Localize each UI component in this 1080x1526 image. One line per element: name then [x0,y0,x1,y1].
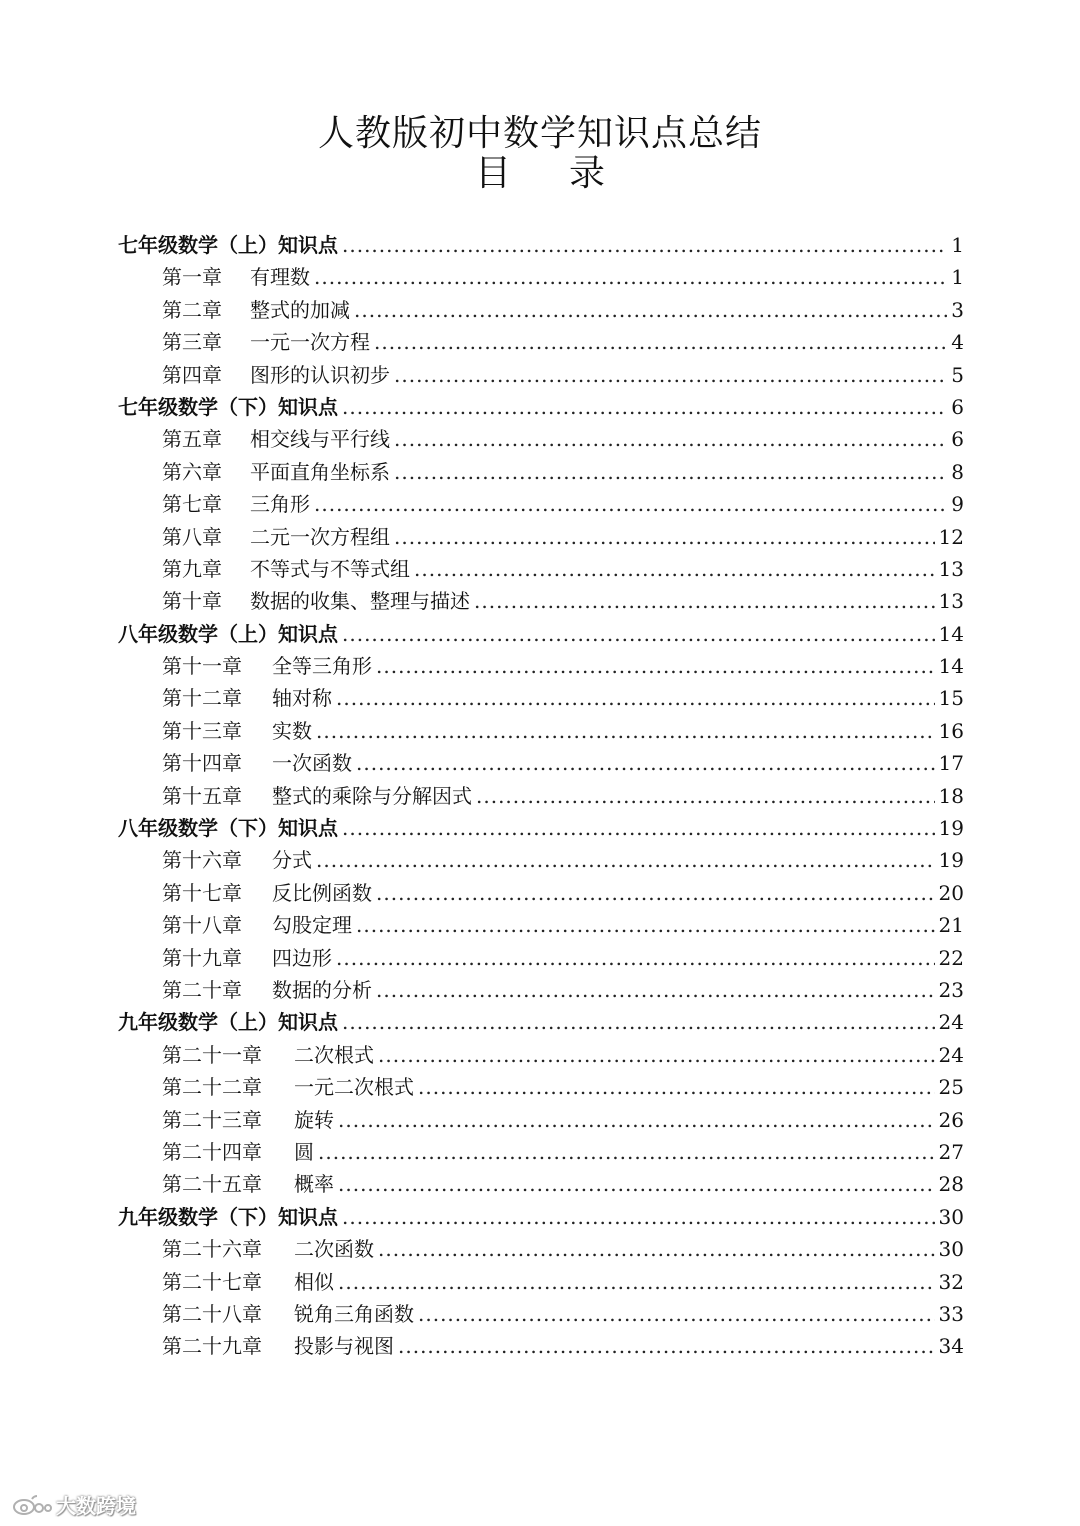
toc-chapter-row[interactable] [118,1233,964,1265]
toc-entry-label [118,618,338,647]
dot-leader [318,1140,935,1164]
toc-chapter-row[interactable] [118,974,964,1006]
toc-chapter-row[interactable] [118,844,964,876]
section-title: 九年级数学（上）知识点 [118,1010,338,1035]
chapter-number: 第九章 [162,556,222,581]
toc-chapter-row[interactable] [118,326,964,358]
toc-chapter-row[interactable] [118,1104,964,1136]
page-number: 28 [938,1172,964,1197]
chapter-title: 四边形 [272,945,332,970]
toc-entry-label [162,715,312,744]
page-number: 1 [951,265,964,290]
toc-entry-label [118,812,338,841]
dot-leader [338,1172,935,1196]
page-number: 33 [938,1301,964,1326]
toc-entry-label [162,326,370,355]
page-number: 8 [951,459,964,484]
toc-chapter-row[interactable] [118,488,964,520]
page-number: 13 [938,556,964,581]
toc-entry-label [162,521,390,550]
toc-entry-label [118,391,338,420]
dot-leader [414,557,935,581]
toc-entry-label [162,780,472,809]
chapter-title: 反比例函数 [272,880,372,905]
dot-leader [398,1334,935,1358]
chapter-title: 分式 [272,848,312,873]
chapter-title: 有理数 [250,265,310,290]
page-number: 24 [938,1042,964,1067]
chapter-title: 二次根式 [294,1042,374,1067]
chapter-title: 整式的乘除与分解因式 [272,783,472,808]
chapter-number: 第二章 [162,297,222,322]
toc-chapter-row[interactable] [118,294,964,326]
toc-entry-label [162,1266,334,1295]
chapter-title: 二次函数 [294,1237,374,1262]
table-of-contents [118,229,964,1363]
page-number: 4 [951,330,964,355]
chapter-title: 圆 [294,1139,314,1164]
chapter-title: 二元一次方程组 [250,524,390,549]
toc-entry-label [162,877,372,906]
toc-entry-label [162,1298,414,1327]
dot-leader [356,751,935,775]
toc-entry-label [162,1136,314,1165]
toc-heading [0,152,1080,196]
dot-leader [314,265,947,289]
toc-entry-label [162,423,390,452]
page-number: 12 [938,524,964,549]
toc-chapter-row[interactable] [118,942,964,974]
section-title: 九年级数学（下）知识点 [118,1204,338,1229]
page-number: 17 [938,751,964,776]
chapter-number: 第二十四章 [162,1139,262,1164]
page-number: 6 [951,427,964,452]
toc-entry-label [162,585,470,614]
chapter-title: 相交线与平行线 [250,427,390,452]
page-number: 19 [938,848,964,873]
page-number: 9 [951,492,964,517]
toc-entry-label [162,844,312,873]
chapter-number: 第二十二章 [162,1075,262,1100]
section-title: 八年级数学（上）知识点 [118,621,338,646]
chapter-number: 第十章 [162,589,222,614]
dot-leader [376,654,935,678]
page-number: 15 [938,686,964,711]
dot-leader [394,427,947,451]
toc-chapter-row[interactable] [118,715,964,747]
toc-entry-label [162,261,310,290]
toc-chapter-row[interactable] [118,909,964,941]
document-title: 人教版初中数学知识点总结 [317,113,762,154]
dot-leader [342,816,935,840]
dot-leader [336,946,935,970]
watermark-text: 大数跨境 [56,1494,136,1518]
dot-leader [316,848,935,872]
chapter-number: 第一章 [162,265,222,290]
toc-chapter-row[interactable] [118,456,964,488]
chapter-number: 第二十九章 [162,1334,262,1359]
chapter-title: 一次函数 [272,751,352,776]
dot-leader [342,622,935,646]
toc-chapter-row[interactable] [118,877,964,909]
page-number: 34 [938,1334,964,1359]
toc-chapter-row[interactable] [118,1298,964,1330]
page-number: 32 [938,1269,964,1294]
toc-entry-label [162,1330,394,1359]
page-number: 1 [951,233,964,257]
dot-leader [418,1302,935,1326]
toc-entry-label [162,553,410,582]
chapter-title: 平面直角坐标系 [250,459,390,484]
chapter-title: 一元二次根式 [294,1075,414,1100]
toc-heading-right: 录 [569,153,606,194]
chapter-number: 第二十五章 [162,1172,262,1197]
toc-chapter-row[interactable] [118,780,964,812]
toc-section-row[interactable] [118,1006,964,1038]
toc-entry-label [162,974,372,1003]
dot-leader [476,784,935,808]
section-title: 七年级数学（上）知识点 [118,233,338,257]
toc-entry-label [118,1201,338,1230]
toc-section-row[interactable] [118,812,964,844]
page-number: 22 [938,945,964,970]
page-number: 6 [951,394,964,419]
section-title: 七年级数学（下）知识点 [118,394,338,419]
toc-entry-label [162,1168,334,1197]
toc-section-row[interactable] [118,391,964,423]
page-number: 30 [938,1204,964,1229]
toc-section-row[interactable] [118,229,964,261]
page-number: 5 [951,362,964,387]
toc-chapter-row[interactable] [118,650,964,682]
dot-leader [336,686,935,710]
page-number: 25 [938,1075,964,1100]
toc-entry-label [162,1104,334,1133]
toc-entry-label [162,909,352,938]
chapter-number: 第二十七章 [162,1269,262,1294]
toc-chapter-row[interactable] [118,359,964,391]
watermark [12,1490,136,1519]
dot-leader [338,1270,935,1294]
chapter-number: 第十九章 [162,945,242,970]
page-number: 20 [938,880,964,905]
chapter-title: 勾股定理 [272,913,352,938]
dot-leader [354,298,947,322]
dot-leader [378,1237,935,1261]
chapter-number: 第二十六章 [162,1237,262,1262]
toc-entry-label [162,359,390,388]
page-number: 30 [938,1237,964,1262]
toc-entry-label [118,1006,338,1035]
chapter-number: 第十三章 [162,718,242,743]
toc-entry-label [162,488,310,517]
toc-section-row[interactable] [118,1201,964,1233]
toc-chapter-row[interactable] [118,1039,964,1071]
page-number: 3 [951,297,964,322]
page-number: 16 [938,718,964,743]
dot-leader [474,589,935,613]
chapter-title: 投影与视图 [294,1334,394,1359]
chapter-title: 不等式与不等式组 [250,556,410,581]
toc-chapter-row[interactable] [118,261,964,293]
section-title: 八年级数学（下）知识点 [118,816,338,841]
dot-leader [342,1205,935,1229]
chapter-number: 第七章 [162,492,222,517]
toc-chapter-row[interactable] [118,1136,964,1168]
chapter-number: 第三章 [162,330,222,355]
toc-chapter-row[interactable] [118,1071,964,1103]
chapter-title: 一元一次方程 [250,330,370,355]
toc-chapter-row[interactable] [118,521,964,553]
toc-entry-label [162,1233,374,1262]
chapter-title: 旋转 [294,1107,334,1132]
chapter-number: 第十五章 [162,783,242,808]
chapter-title: 整式的加减 [250,297,350,322]
page-number: 27 [938,1139,964,1164]
toc-entry-label [162,682,332,711]
chapter-title: 三角形 [250,492,310,517]
dot-leader [378,1043,935,1067]
chapter-title: 相似 [294,1269,334,1294]
toc-chapter-row[interactable] [118,682,964,714]
chapter-title: 实数 [272,718,312,743]
page-number: 19 [938,816,964,841]
chapter-number: 第十四章 [162,751,242,776]
page-number: 24 [938,1010,964,1035]
dot-leader [374,330,947,354]
page-number: 21 [938,913,964,938]
dot-leader [338,1108,935,1132]
page-number: 26 [938,1107,964,1132]
toc-chapter-row[interactable] [118,423,964,455]
toc-entry-label [162,456,390,485]
page-number: 14 [938,621,964,646]
page-number: 18 [938,783,964,808]
weibo-logo-icon [12,1494,52,1516]
toc-entry-label [162,942,332,971]
chapter-number: 第十八章 [162,913,242,938]
toc-section-row[interactable] [118,618,964,650]
chapter-number: 第二十一章 [162,1042,262,1067]
chapter-title: 数据的收集、整理与描述 [250,589,470,614]
toc-chapter-row[interactable] [118,553,964,585]
dot-leader [376,881,935,905]
chapter-number: 第四章 [162,362,222,387]
toc-entry-label [162,294,350,323]
chapter-title: 图形的认识初步 [250,362,390,387]
toc-chapter-row[interactable] [118,1168,964,1200]
dot-leader [394,363,947,387]
dot-leader [316,719,935,743]
page-number: 23 [938,977,964,1002]
toc-chapter-row[interactable] [118,1266,964,1298]
dot-leader [376,978,935,1002]
page-number: 13 [938,589,964,614]
toc-entry-label [162,1039,374,1068]
chapter-number: 第五章 [162,427,222,452]
chapter-number: 第八章 [162,524,222,549]
toc-entry-label [162,1071,414,1100]
dot-leader [394,525,935,549]
dot-leader [342,1010,935,1034]
toc-entry-label [162,747,352,776]
toc-entry-label [118,229,338,258]
chapter-number: 第二十八章 [162,1301,262,1326]
dot-leader [356,913,935,937]
toc-entry-label [162,650,372,679]
chapter-number: 第六章 [162,459,222,484]
toc-chapter-row[interactable] [118,747,964,779]
dot-leader [342,395,947,419]
dot-leader [418,1075,935,1099]
chapter-title: 锐角三角函数 [294,1301,414,1326]
chapter-number: 第十六章 [162,848,242,873]
chapter-number: 第二十章 [162,977,242,1002]
toc-chapter-row[interactable] [118,1330,964,1362]
chapter-title: 概率 [294,1172,334,1197]
chapter-number: 第十二章 [162,686,242,711]
chapter-number: 第十七章 [162,880,242,905]
chapter-number: 第二十三章 [162,1107,262,1132]
dot-leader [342,233,947,257]
dot-leader [314,492,947,516]
dot-leader [394,460,947,484]
chapter-number: 第十一章 [162,654,242,679]
chapter-title: 轴对称 [272,686,332,711]
chapter-title: 全等三角形 [272,654,372,679]
chapter-title: 数据的分析 [272,977,372,1002]
toc-heading-left: 目 [474,153,511,194]
toc-chapter-row[interactable] [118,585,964,617]
page-number: 14 [938,654,964,679]
